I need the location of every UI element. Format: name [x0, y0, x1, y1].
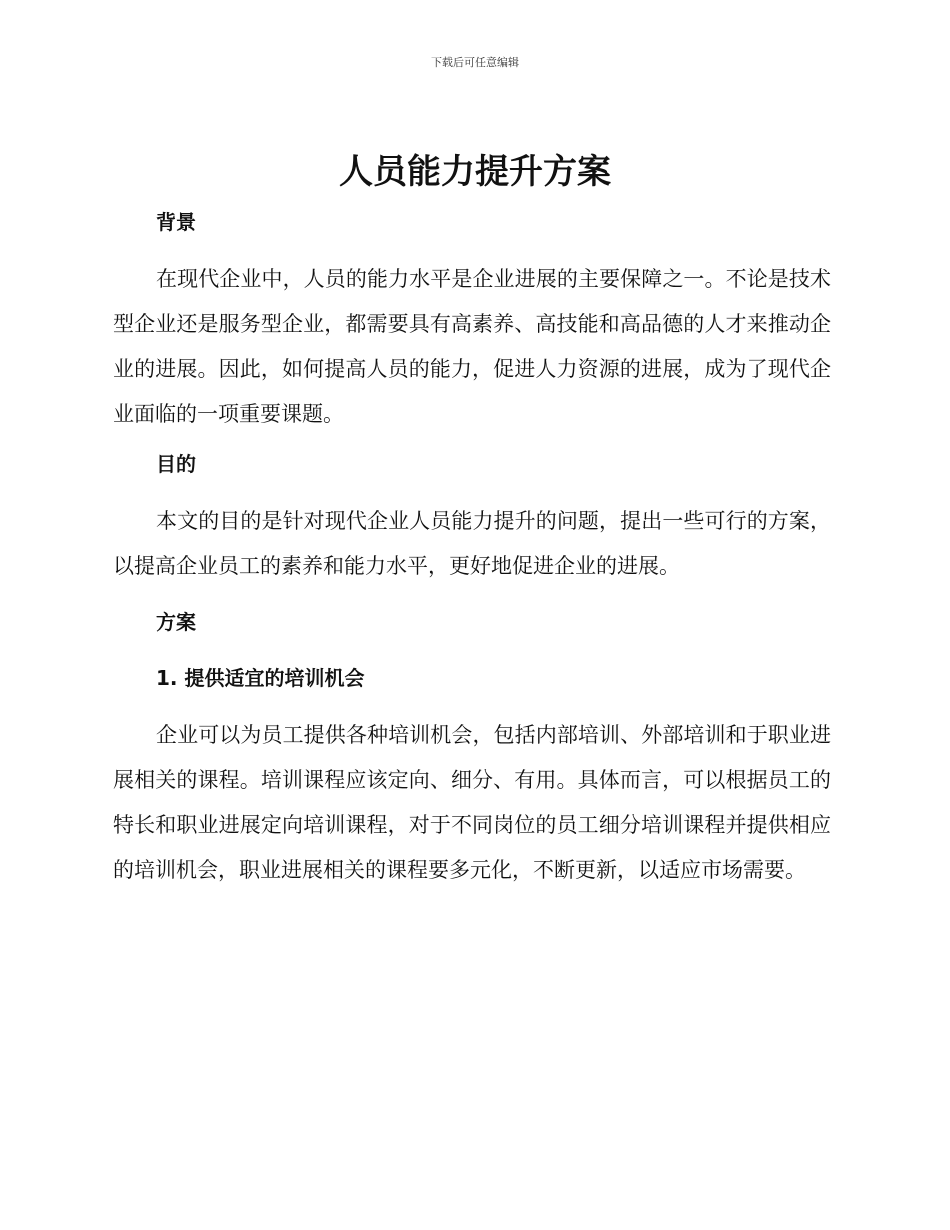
section-paragraph-background: 在现代企业中，人员的能力水平是企业进展的主要保障之一。不论是技术型企业还是服务型企业，都需要具有高素养、高技能和高品德的人才来推动企业的进展。因此，如何提高人员的能力，促进人力资源的进展，成为了现代企业面临的一项重要课题。 — [113, 267, 831, 426]
document-body — [113, 202, 831, 893]
section-paragraph-purpose: 本文的目的是针对现代企业人员能力提升的问题，提出一些可行的方案，以提高企业员工的素养和能力水平，更好地促进企业的进展。 — [113, 509, 831, 578]
header-note: 下载后可任意编辑 — [431, 56, 519, 69]
subsection-paragraph-training: 企业可以为员工提供各种培训机会，包括内部培训、外部培训和于职业进展相关的课程。培训课程应该定向、细分、有用。具体而言，可以根据员工的特长和职业进展定向培训课程，对于不同岗位的员工细分培训课程并提供相应的培训机会，职业进展相关的课程要多元化，不断更新，以适应市场需要。 — [113, 723, 831, 882]
document-title: 人员能力提升方案 — [339, 152, 611, 192]
section-heading-purpose: 目的 — [156, 452, 196, 476]
section-heading-background: 背景 — [156, 210, 196, 234]
subsection-heading-training: 1. 提供适宜的培训机会 — [156, 666, 365, 690]
section-heading-plan: 方案 — [156, 610, 196, 634]
